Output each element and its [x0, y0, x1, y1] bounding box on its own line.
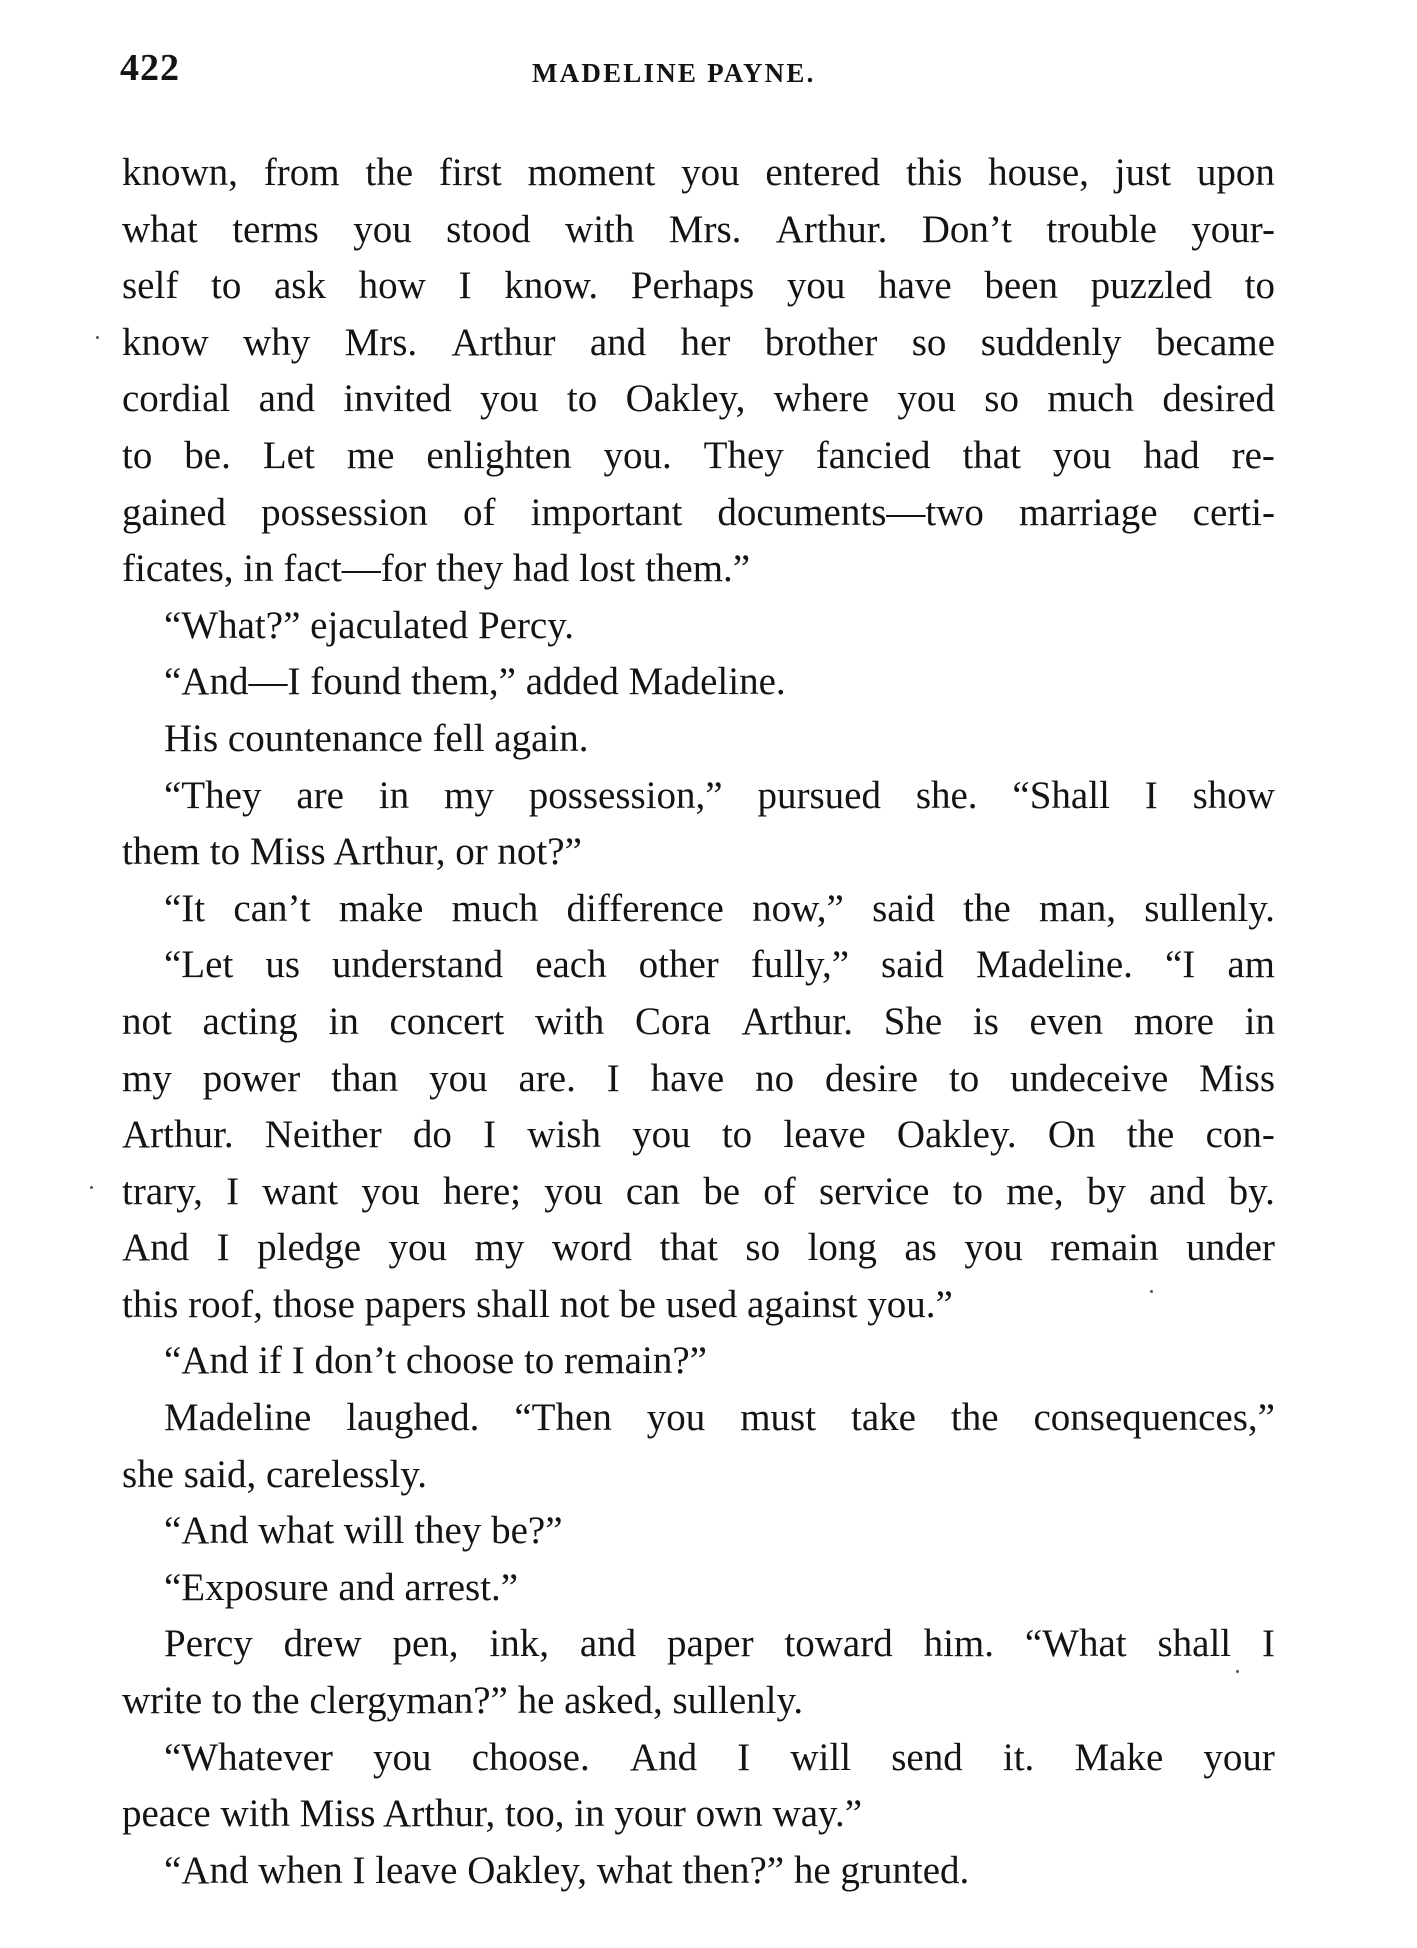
text-line: “And—I found them,” added Madeline. [164, 660, 786, 704]
text-line: “They are in my possession,” pursued she. “Shall I show [164, 773, 1275, 817]
text-line: “And when I leave Oakley, what then?” he grunted. [164, 1848, 970, 1892]
text-line: she said, carelessly. [122, 1452, 428, 1496]
scan-speck [96, 336, 99, 339]
text-line: gained possession of important documents—two marriage certi- [122, 490, 1275, 534]
running-title: MADELINE PAYNE. [532, 58, 816, 88]
text-line: to be. Let me enlighten you. They fancied that you had re- [122, 433, 1275, 477]
text-line: ficates, in fact—for they had lost them.” [122, 547, 751, 591]
text-line: them to Miss Arthur, or not?” [122, 830, 582, 874]
scan-speck [1150, 1290, 1153, 1293]
text-line: “Whatever you choose. And I will send it. Make your [164, 1735, 1275, 1779]
page-number: 422 [120, 47, 180, 89]
text-line: “And if I don’t choose to remain?” [164, 1339, 707, 1383]
text-line: known, from the first moment you entered this house, just upon [122, 151, 1275, 194]
text-line: “And what will they be?” [164, 1509, 563, 1553]
page-header [120, 38, 1280, 98]
text-line: Arthur. Neither do I wish you to leave Oakley. On the con- [122, 1113, 1275, 1157]
body-text [122, 145, 1275, 1899]
text-line: “Let us understand each other fully,” said Madeline. “I am [164, 943, 1275, 987]
scan-speck [1236, 1670, 1239, 1673]
text-line: “It can’t make much difference now,” said the man, sullenly. [164, 886, 1275, 930]
text-line: my power than you are. I have no desire to undeceive Miss [122, 1056, 1275, 1100]
text-line: Percy drew pen, ink, and paper toward him. “What shall I [164, 1622, 1275, 1666]
text-line: His countenance fell again. [164, 716, 589, 760]
scan-speck [90, 1186, 93, 1189]
text-line: write to the clergyman?” he asked, sullenly. [122, 1679, 804, 1723]
text-line: not acting in concert with Cora Arthur. She is even more in [122, 999, 1275, 1043]
text-line: “What?” ejaculated Percy. [164, 603, 574, 647]
text-line: “Exposure and arrest.” [164, 1565, 519, 1609]
text-line: And I pledge you my word that so long as you remain under [122, 1226, 1275, 1270]
text-line: Madeline laughed. “Then you must take the consequences,” [164, 1396, 1275, 1440]
text-line: this roof, those papers shall not be used against you.” [122, 1282, 953, 1326]
text-line: cordial and invited you to Oakley, where you so much desired [122, 377, 1275, 421]
text-line: know why Mrs. Arthur and her brother so suddenly became [122, 320, 1275, 364]
text-line: peace with Miss Arthur, too, in your own way.” [122, 1792, 863, 1836]
text-line: what terms you stood with Mrs. Arthur. Don’t trouble your- [122, 207, 1275, 251]
text-line: trary, I want you here; you can be of service to me, by and by. [122, 1169, 1275, 1213]
text-line: self to ask how I know. Perhaps you have been puzzled to [122, 264, 1275, 308]
